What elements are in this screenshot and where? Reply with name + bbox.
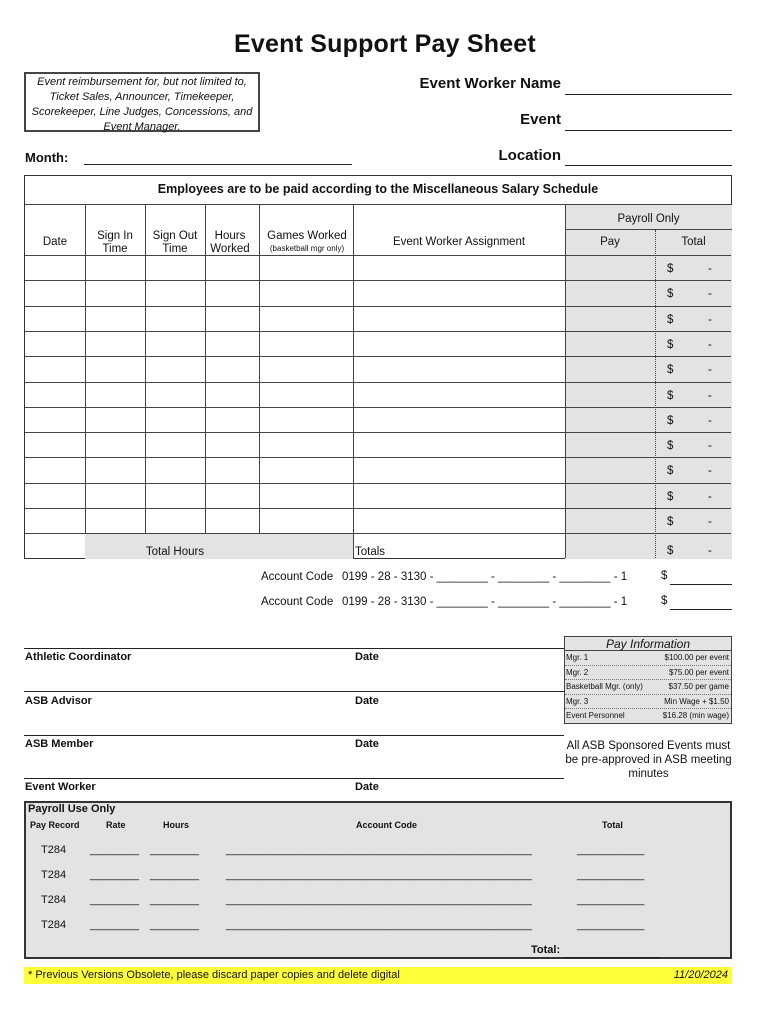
pay-info-rate: $16.28 (min wage): [662, 711, 729, 720]
payroll-total-label: Total:: [531, 944, 561, 956]
payroll-account-field[interactable]: __________________________________________________: [226, 894, 532, 906]
row-total-dollar: $: [667, 338, 674, 351]
event-worker-date-label: Date: [355, 781, 379, 793]
account-dollar-1: $: [661, 570, 668, 582]
table-row[interactable]: [25, 457, 565, 482]
reimbursement-note: Event reimbursement for, but not limited to, Ticket Sales, Announcer, Timekeeper, Scorekeeper, Line Judges, Concessions, and Event Manager.: [24, 72, 260, 132]
row-total-value: -: [708, 364, 712, 377]
payroll-header-record: Pay Record: [30, 820, 80, 830]
asb-advisor-label: ASB Advisor: [25, 695, 92, 707]
totals-label: Totals: [355, 546, 386, 558]
payroll-rate-field[interactable]: ________: [90, 844, 139, 856]
footer-bar: [24, 967, 732, 984]
pay-info-row: [565, 666, 731, 681]
pay-info-row: [565, 651, 731, 666]
payroll-use-only-title: Payroll Use Only: [28, 803, 116, 815]
payroll-total-field-row[interactable]: ___________: [577, 869, 645, 881]
location-label: Location: [498, 147, 561, 164]
payroll-header-account: Account Code: [356, 820, 418, 830]
payroll-rate-field[interactable]: ________: [90, 919, 139, 931]
payroll-record: T284: [41, 919, 67, 931]
row-total-dollar: $: [667, 263, 674, 275]
payroll-record: T284: [41, 844, 67, 856]
asb-advisor-date-label: Date: [355, 695, 379, 707]
table-row[interactable]: [25, 382, 565, 407]
row-total-dollar: $: [667, 313, 674, 326]
pay-info-rate: $75.00 per event: [668, 667, 729, 677]
table-row[interactable]: [25, 483, 565, 508]
asb-member-signature-line[interactable]: [24, 735, 564, 736]
row-total-value: -: [708, 389, 712, 402]
event-worker-name-field[interactable]: [565, 94, 732, 95]
pay-info-rate: Min Wage + $1.50: [664, 696, 729, 706]
table-row[interactable]: [25, 508, 565, 533]
row-total-value: -: [708, 516, 712, 528]
col-total: Total: [681, 236, 706, 248]
row-total-value: -: [708, 490, 712, 503]
payroll-account-field[interactable]: __________________________________________________: [226, 919, 532, 931]
payroll-only-header: Payroll Only: [617, 213, 680, 225]
row-total-value: -: [708, 440, 712, 453]
payroll-record: T284: [41, 894, 67, 906]
payroll-header-rate: Rate: [106, 820, 126, 830]
account-code-value-2[interactable]: 0199 - 28 - 3130 - ________ - ________ - ________ - 1: [342, 596, 628, 608]
payroll-rate-field[interactable]: ________: [90, 869, 139, 881]
account-code-label-1: Account Code: [261, 571, 334, 583]
payroll-hours-field[interactable]: ________: [150, 844, 199, 856]
row-total-value: -: [708, 313, 712, 326]
row-total-dollar: $: [667, 364, 674, 377]
salary-banner: Employees are to be paid according to the Miscellaneous Salary Schedule: [157, 182, 599, 196]
row-total-dollar: $: [667, 389, 674, 402]
asb-member-date-label: Date: [355, 738, 379, 750]
event-label: Event: [520, 111, 561, 128]
athletic-coordinator-label: Athletic Coordinator: [25, 651, 132, 663]
payroll-header-hours: Hours: [163, 820, 190, 830]
row-total-value: -: [708, 338, 712, 351]
revision-date: 11/20/2024: [673, 969, 728, 981]
row-total-value: -: [708, 263, 712, 275]
account-amount-1[interactable]: [670, 584, 732, 585]
grand-total-dollar: $: [667, 545, 674, 557]
row-total-value: -: [708, 288, 712, 301]
table-row[interactable]: [25, 331, 565, 356]
table-row[interactable]: [25, 306, 565, 331]
total-hours-label: Total Hours: [145, 546, 205, 558]
col-hours: Hours Worked: [210, 230, 250, 255]
payroll-use-only-box: [24, 801, 732, 959]
pay-info-role: Event Personnel: [566, 711, 625, 720]
pay-information-title: Pay Information: [565, 637, 731, 651]
payroll-hours-field[interactable]: ________: [150, 869, 199, 881]
asb-member-label: ASB Member: [25, 738, 94, 750]
payroll-record: T284: [41, 869, 67, 881]
payroll-hours-field[interactable]: ________: [150, 919, 199, 931]
athletic-signature-line[interactable]: [24, 648, 564, 649]
pay-info-role: Mgr. 1: [566, 653, 589, 662]
row-total-dollar: $: [667, 516, 674, 528]
payroll-header-total: Total: [602, 820, 623, 830]
event-worker-signature-line[interactable]: [24, 778, 564, 779]
pay-info-row: [565, 695, 731, 710]
table-row[interactable]: [25, 280, 565, 305]
col-sign-out: Sign Out Time: [152, 230, 198, 255]
row-total-dollar: $: [667, 490, 674, 503]
month-label: Month:: [25, 150, 69, 165]
table-row[interactable]: [25, 407, 565, 432]
table-row[interactable]: [25, 432, 565, 457]
payroll-total-field-row[interactable]: ___________: [577, 919, 645, 931]
col-pay: Pay: [600, 236, 620, 248]
pay-info-role: Mgr. 2: [566, 667, 589, 677]
pay-info-role: Mgr. 3: [566, 696, 589, 706]
location-field[interactable]: [565, 165, 732, 166]
grand-total-value: -: [708, 545, 712, 557]
page-title: Event Support Pay Sheet: [234, 30, 536, 58]
event-worker-label: Event Worker: [25, 781, 96, 793]
row-total-dollar: $: [667, 465, 674, 478]
payroll-total-field[interactable]: [564, 957, 660, 958]
asb-advisor-signature-line[interactable]: [24, 691, 564, 692]
payroll-total-field-row[interactable]: ___________: [577, 844, 645, 856]
pay-info-role: Basketball Mgr. (only): [566, 682, 643, 691]
pay-info-rate: $100.00 per event: [664, 653, 729, 662]
obsolete-note: * Previous Versions Obsolete, please discard paper copies and delete digital: [28, 969, 400, 981]
table-row[interactable]: [25, 255, 565, 280]
col-date: Date: [42, 236, 68, 248]
row-total-value: -: [708, 414, 712, 427]
row-total-value: -: [708, 465, 712, 478]
athletic-date-label: Date: [355, 651, 379, 663]
month-field[interactable]: [84, 164, 352, 165]
asb-approval-note: All ASB Sponsored Events must be pre-approved in ASB meeting minutes: [565, 740, 732, 780]
pay-info-row: [565, 709, 731, 724]
col-assignment: Event Worker Assignment: [392, 236, 526, 248]
event-worker-name-label: Event Worker Name: [419, 75, 561, 92]
payroll-account-field[interactable]: __________________________________________________: [226, 869, 532, 881]
payroll-rate-field[interactable]: ________: [90, 894, 139, 906]
pay-info-rate: $37.50 per game: [668, 682, 729, 691]
payroll-account-field[interactable]: __________________________________________________: [226, 844, 532, 856]
col-games: Games Worked: [267, 230, 347, 242]
col-sign-in: Sign In Time: [97, 230, 133, 255]
account-code-label-2: Account Code: [261, 596, 334, 608]
payroll-total-field-row[interactable]: ___________: [577, 894, 645, 906]
account-code-value-1[interactable]: 0199 - 28 - 3130 - ________ - ________ - ________ - 1: [342, 571, 628, 583]
account-amount-2[interactable]: [670, 609, 732, 610]
pay-info-row: [565, 680, 731, 695]
payroll-hours-field[interactable]: ________: [150, 894, 199, 906]
timesheet-table: [24, 175, 732, 559]
event-field[interactable]: [565, 130, 732, 131]
row-total-dollar: $: [667, 440, 674, 453]
row-total-dollar: $: [667, 414, 674, 427]
table-row[interactable]: [25, 356, 565, 381]
row-total-dollar: $: [667, 288, 674, 301]
pay-information-box: [564, 636, 732, 724]
col-games-note: (basketball mgr only): [269, 244, 345, 253]
account-dollar-2: $: [661, 595, 668, 607]
